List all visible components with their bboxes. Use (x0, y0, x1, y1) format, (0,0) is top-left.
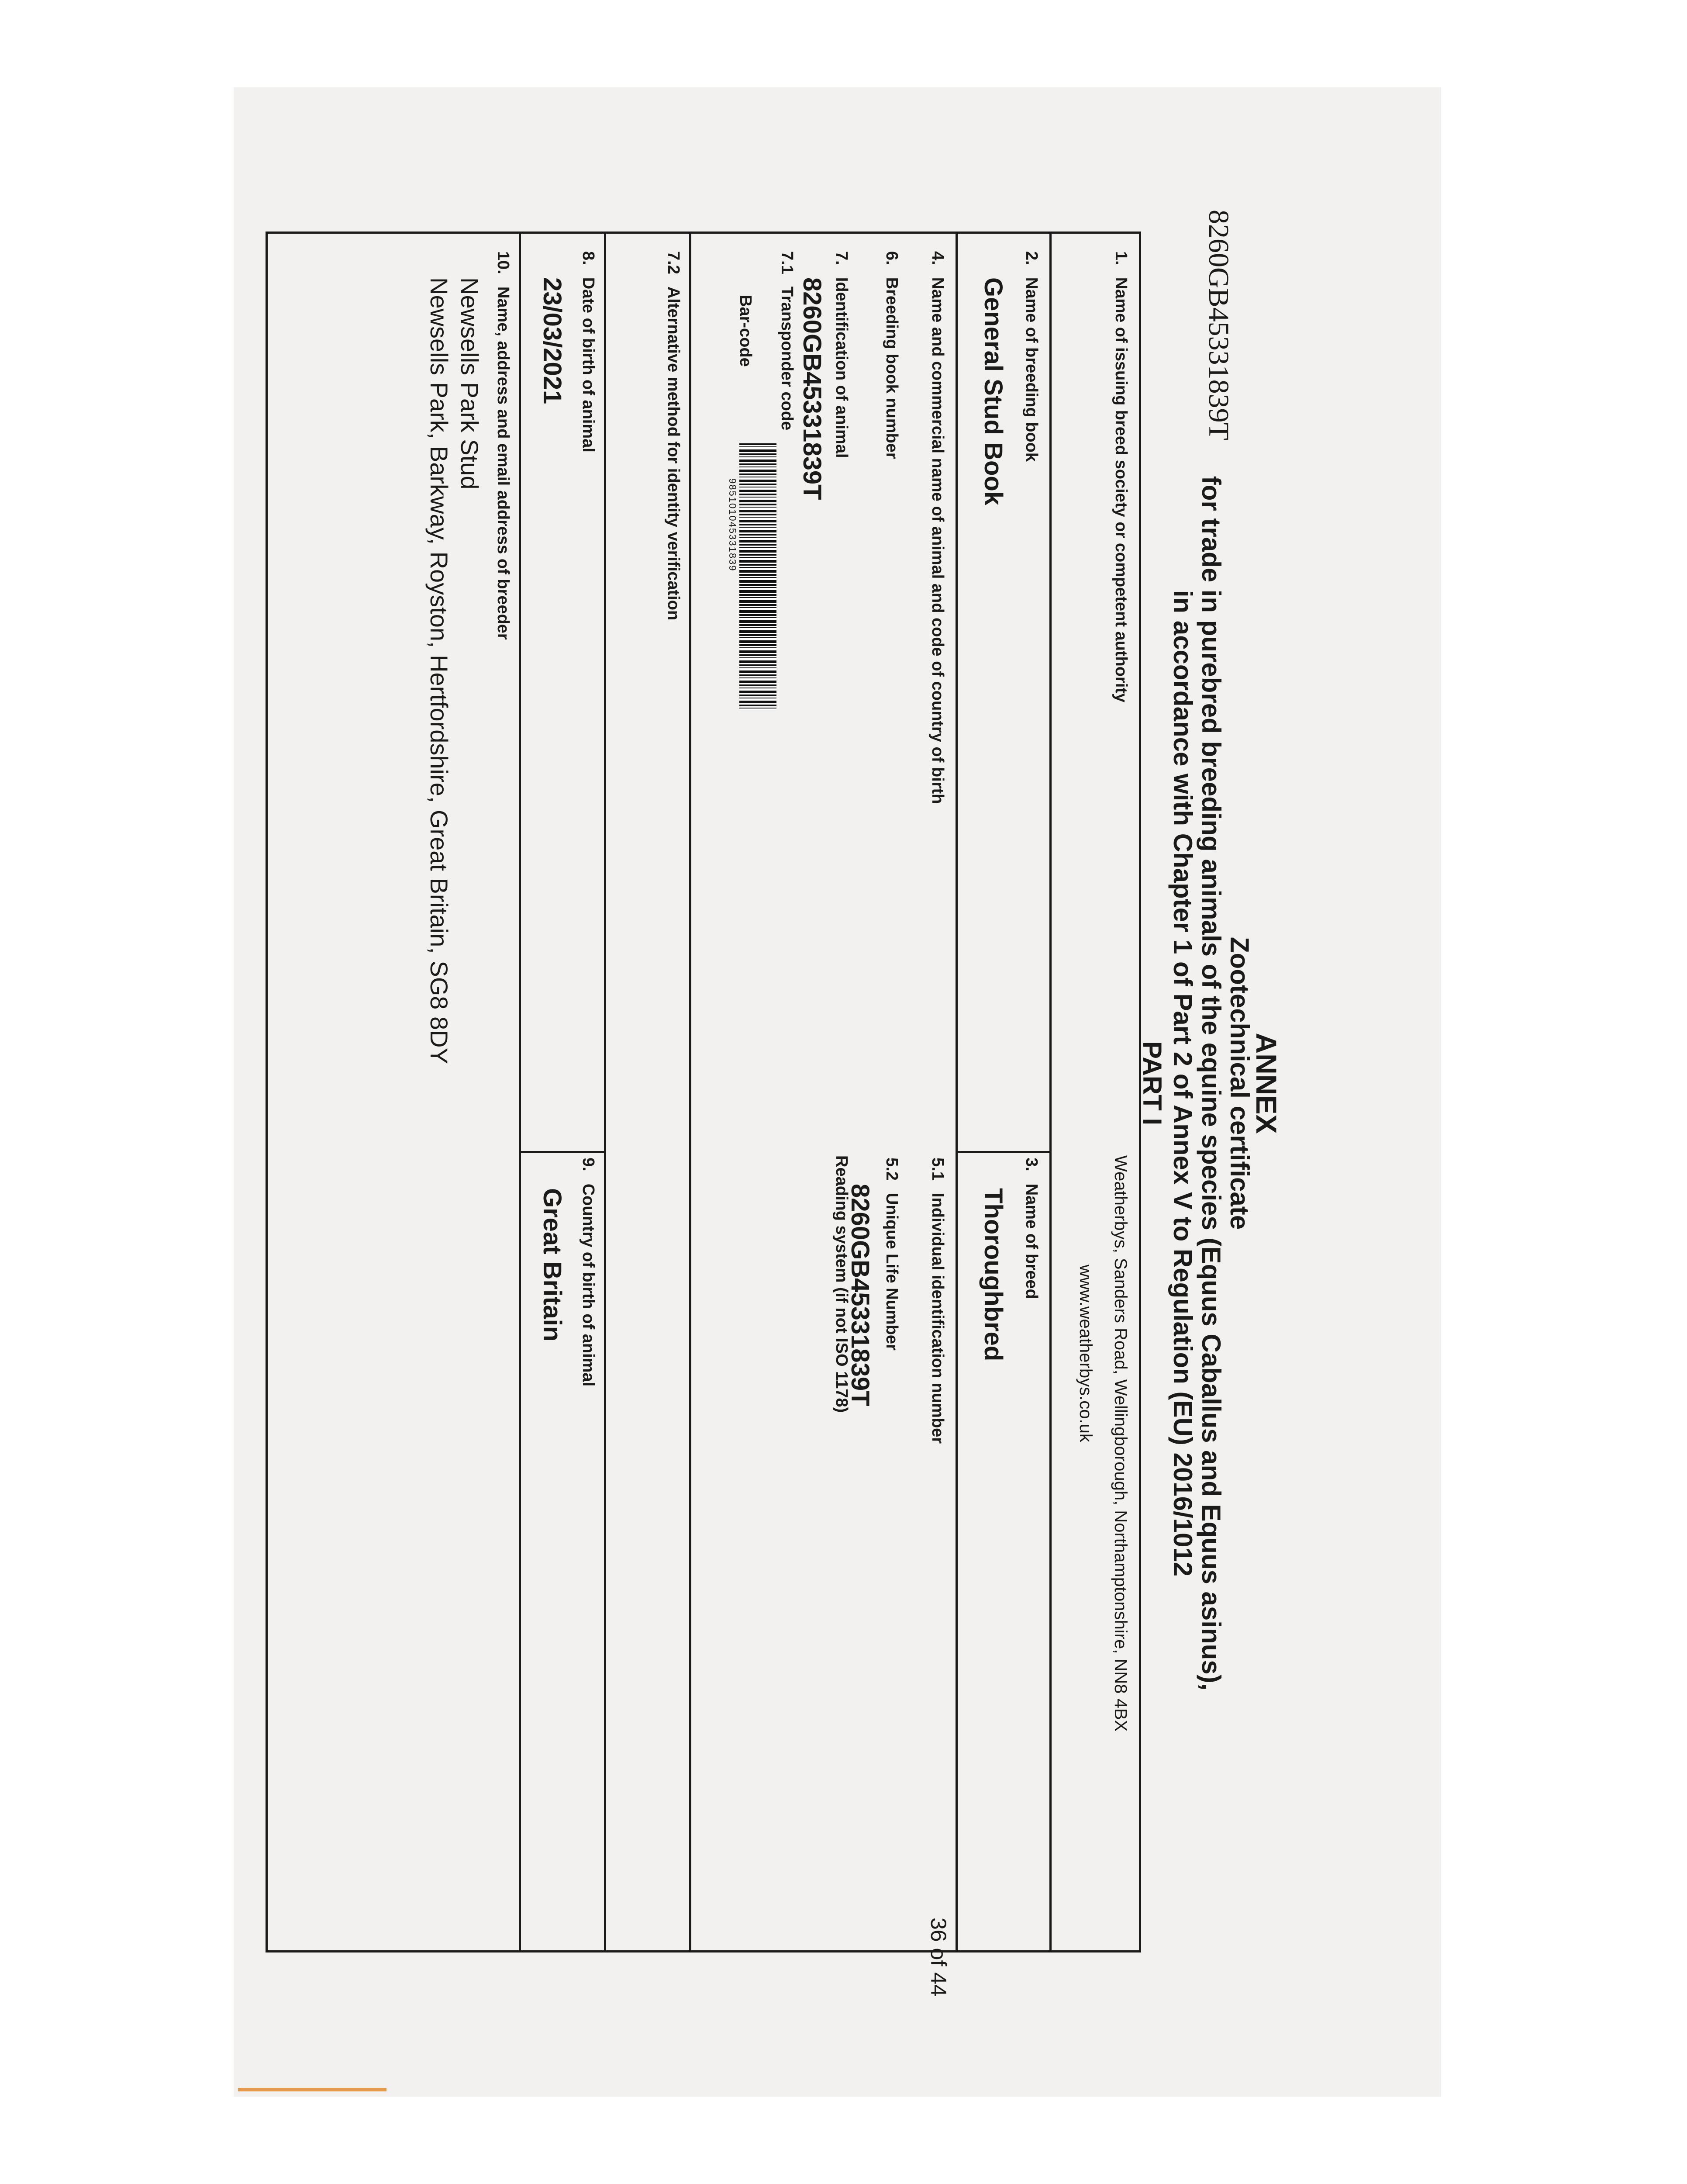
date-of-birth-value: 23/03/2021 (538, 277, 566, 404)
row-divider (689, 234, 691, 1950)
breeder-address-value: Newsells Park, Barkway, Royston, Hertfordshire, Great Britain, SG8 8DY (425, 277, 453, 1064)
certificate-subtitle-line2: in accordance with Chapter 1 of Part 2 of Annex V to Regulation (EU) 2016/1012 (1168, 590, 1197, 1577)
field-5-2-label: 5.2Unique Life Number (883, 1158, 901, 1351)
field-6-label: 6.Breeding book number (883, 251, 901, 459)
field-4-label: 4.Name and commercial name of animal and code of country of birth (928, 251, 947, 804)
part-label: PART I (1138, 1041, 1167, 1126)
transponder-barcode (739, 443, 776, 710)
certificate-title: Zootechnical certificate (1225, 936, 1254, 1230)
field-7-1-label: 7.1Transponder code (778, 251, 796, 431)
breed-value: Thoroughbred (979, 1188, 1007, 1362)
field-9-label: 9.Country of birth of animal (579, 1158, 597, 1387)
country-of-birth-value: Great Britain (538, 1188, 566, 1342)
column-divider (521, 1151, 606, 1153)
field-10-label: 10.Name, address and email address of breeder (494, 251, 512, 640)
unique-life-number-value: 8260GB45331839T (846, 1184, 874, 1406)
column-divider (958, 1151, 1052, 1153)
certificate-form-table (266, 232, 1141, 1952)
certificate-subtitle-line1: for trade in purebred breeding animals of the equine species (Equus Caballus and Equus asinus), (1197, 476, 1226, 1691)
issuer-website: www.weatherbys.co.uk (1076, 1265, 1095, 1442)
field-5-1-label: 5.1Individual identification number (928, 1158, 947, 1444)
page-number: 36 of 44 (926, 1918, 951, 1997)
row-divider (956, 234, 958, 1950)
issuer-address: Weatherbys, Sanders Road, Wellingborough, Northamptonshire, NN8 4BX (1111, 1155, 1130, 1732)
breeder-name-value: Newsells Park Stud (456, 277, 483, 490)
field-7-2-label: 7.2Alternative method for identity verification (664, 251, 683, 621)
paper-edge-line (238, 2088, 386, 2091)
row-divider (519, 234, 521, 1950)
identification-value: 8260GB45331839T (798, 277, 826, 500)
field-2-label: 2.Name of breeding book (1022, 251, 1041, 462)
field-3-label: 3.Name of breed (1022, 1158, 1041, 1299)
annex-heading: ANNEX (1250, 1033, 1283, 1134)
row-divider (1049, 234, 1052, 1950)
field-8-label: 8.Date of birth of animal (579, 251, 597, 453)
document-id: 8260GB45331839T (1203, 210, 1235, 440)
reading-system-label: Reading system (if not ISO 1178) (832, 1155, 851, 1413)
field-1-label: 1.Name of issuing breed society or competent authority (1112, 251, 1130, 703)
barcode-digits: 985101045331839 (727, 478, 738, 572)
certificate-page (244, 118, 1327, 2049)
row-divider (604, 234, 606, 1950)
breeding-book-value: General Stud Book (979, 277, 1007, 506)
barcode-label: Bar-code (736, 295, 755, 367)
field-7-label: 7.Identification of animal (832, 251, 851, 458)
